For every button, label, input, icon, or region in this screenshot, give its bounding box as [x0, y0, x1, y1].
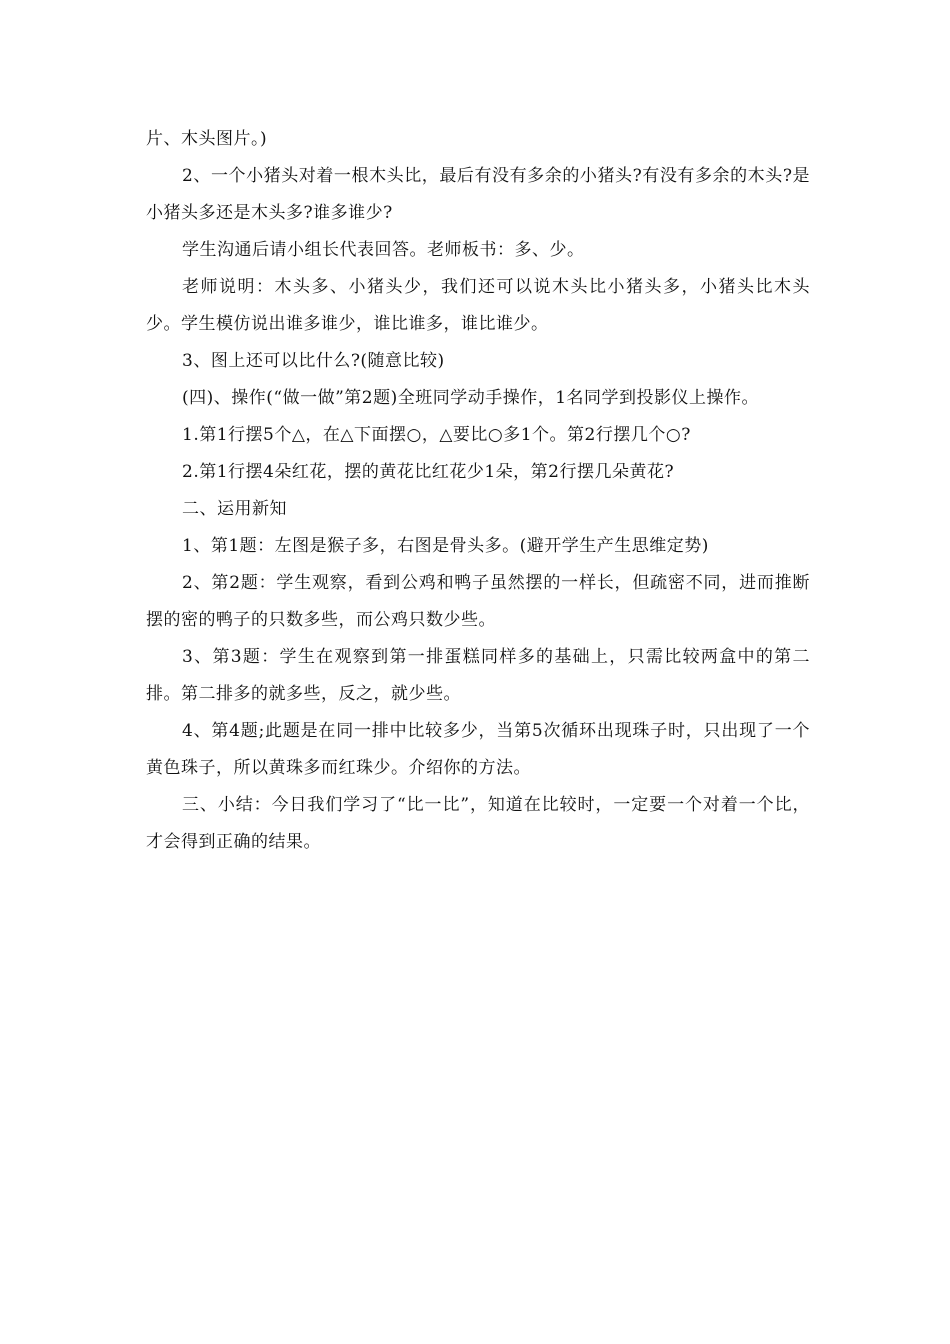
paragraph-7: 2.第1行摆4朵红花，摆的黄花比红花少1朵，第2行摆几朵黄花? [182, 462, 675, 482]
paragraph-5: (四)、操作(“做一做”第2题)全班同学动手操作，1名同学到投影仪上操作。 [182, 388, 760, 408]
section-heading-2: 二、运用新知 [182, 499, 287, 519]
summary-paragraph: 三、小结：今日我们学习了“比一比”，知道在比较时，一定要一个对着一个比，才会得到正确的结果。 [146, 795, 810, 852]
paragraph-0: 片、木头图片。) [146, 129, 268, 149]
paragraph-6: 1.第1行摆5个△，在△下面摆○，△要比○多1个。第2行摆几个○? [182, 425, 691, 445]
paragraph-9: 1、第1题：左图是猴子多，右图是骨头多。(避开学生产生思维定势) [182, 536, 709, 556]
paragraph-1: 2、一个小猪头对着一根木头比，最后有没有多余的小猪头?有没有多余的木头?是小猪头多还是木头多?谁多谁少? [146, 166, 810, 223]
paragraph-2: 学生沟通后请小组长代表回答。老师板书：多、少。 [182, 240, 585, 260]
paragraph-4: 3、图上还可以比什么?(随意比较) [182, 351, 445, 371]
paragraph-12: 4、第4题;此题是在同一排中比较多少，当第5次循环出现珠子时，只出现了一个黄色珠子，所以黄珠多而红珠少。介绍你的方法。 [146, 721, 810, 778]
paragraph-11: 3、第3题：学生在观察到第一排蛋糕同样多的基础上，只需比较两盒中的第二排。第二排多的就多些，反之，就少些。 [146, 647, 810, 704]
paragraph-10: 2、第2题：学生观察，看到公鸡和鸭子虽然摆的一样长，但疏密不同，进而推断摆的密的鸭子的只数多些，而公鸡只数少些。 [146, 573, 810, 630]
paragraph-3: 老师说明：木头多、小猪头少，我们还可以说木头比小猪头多，小猪头比木头少。学生模仿说出谁多谁少，谁比谁多，谁比谁少。 [146, 277, 810, 334]
document-body [146, 121, 810, 861]
